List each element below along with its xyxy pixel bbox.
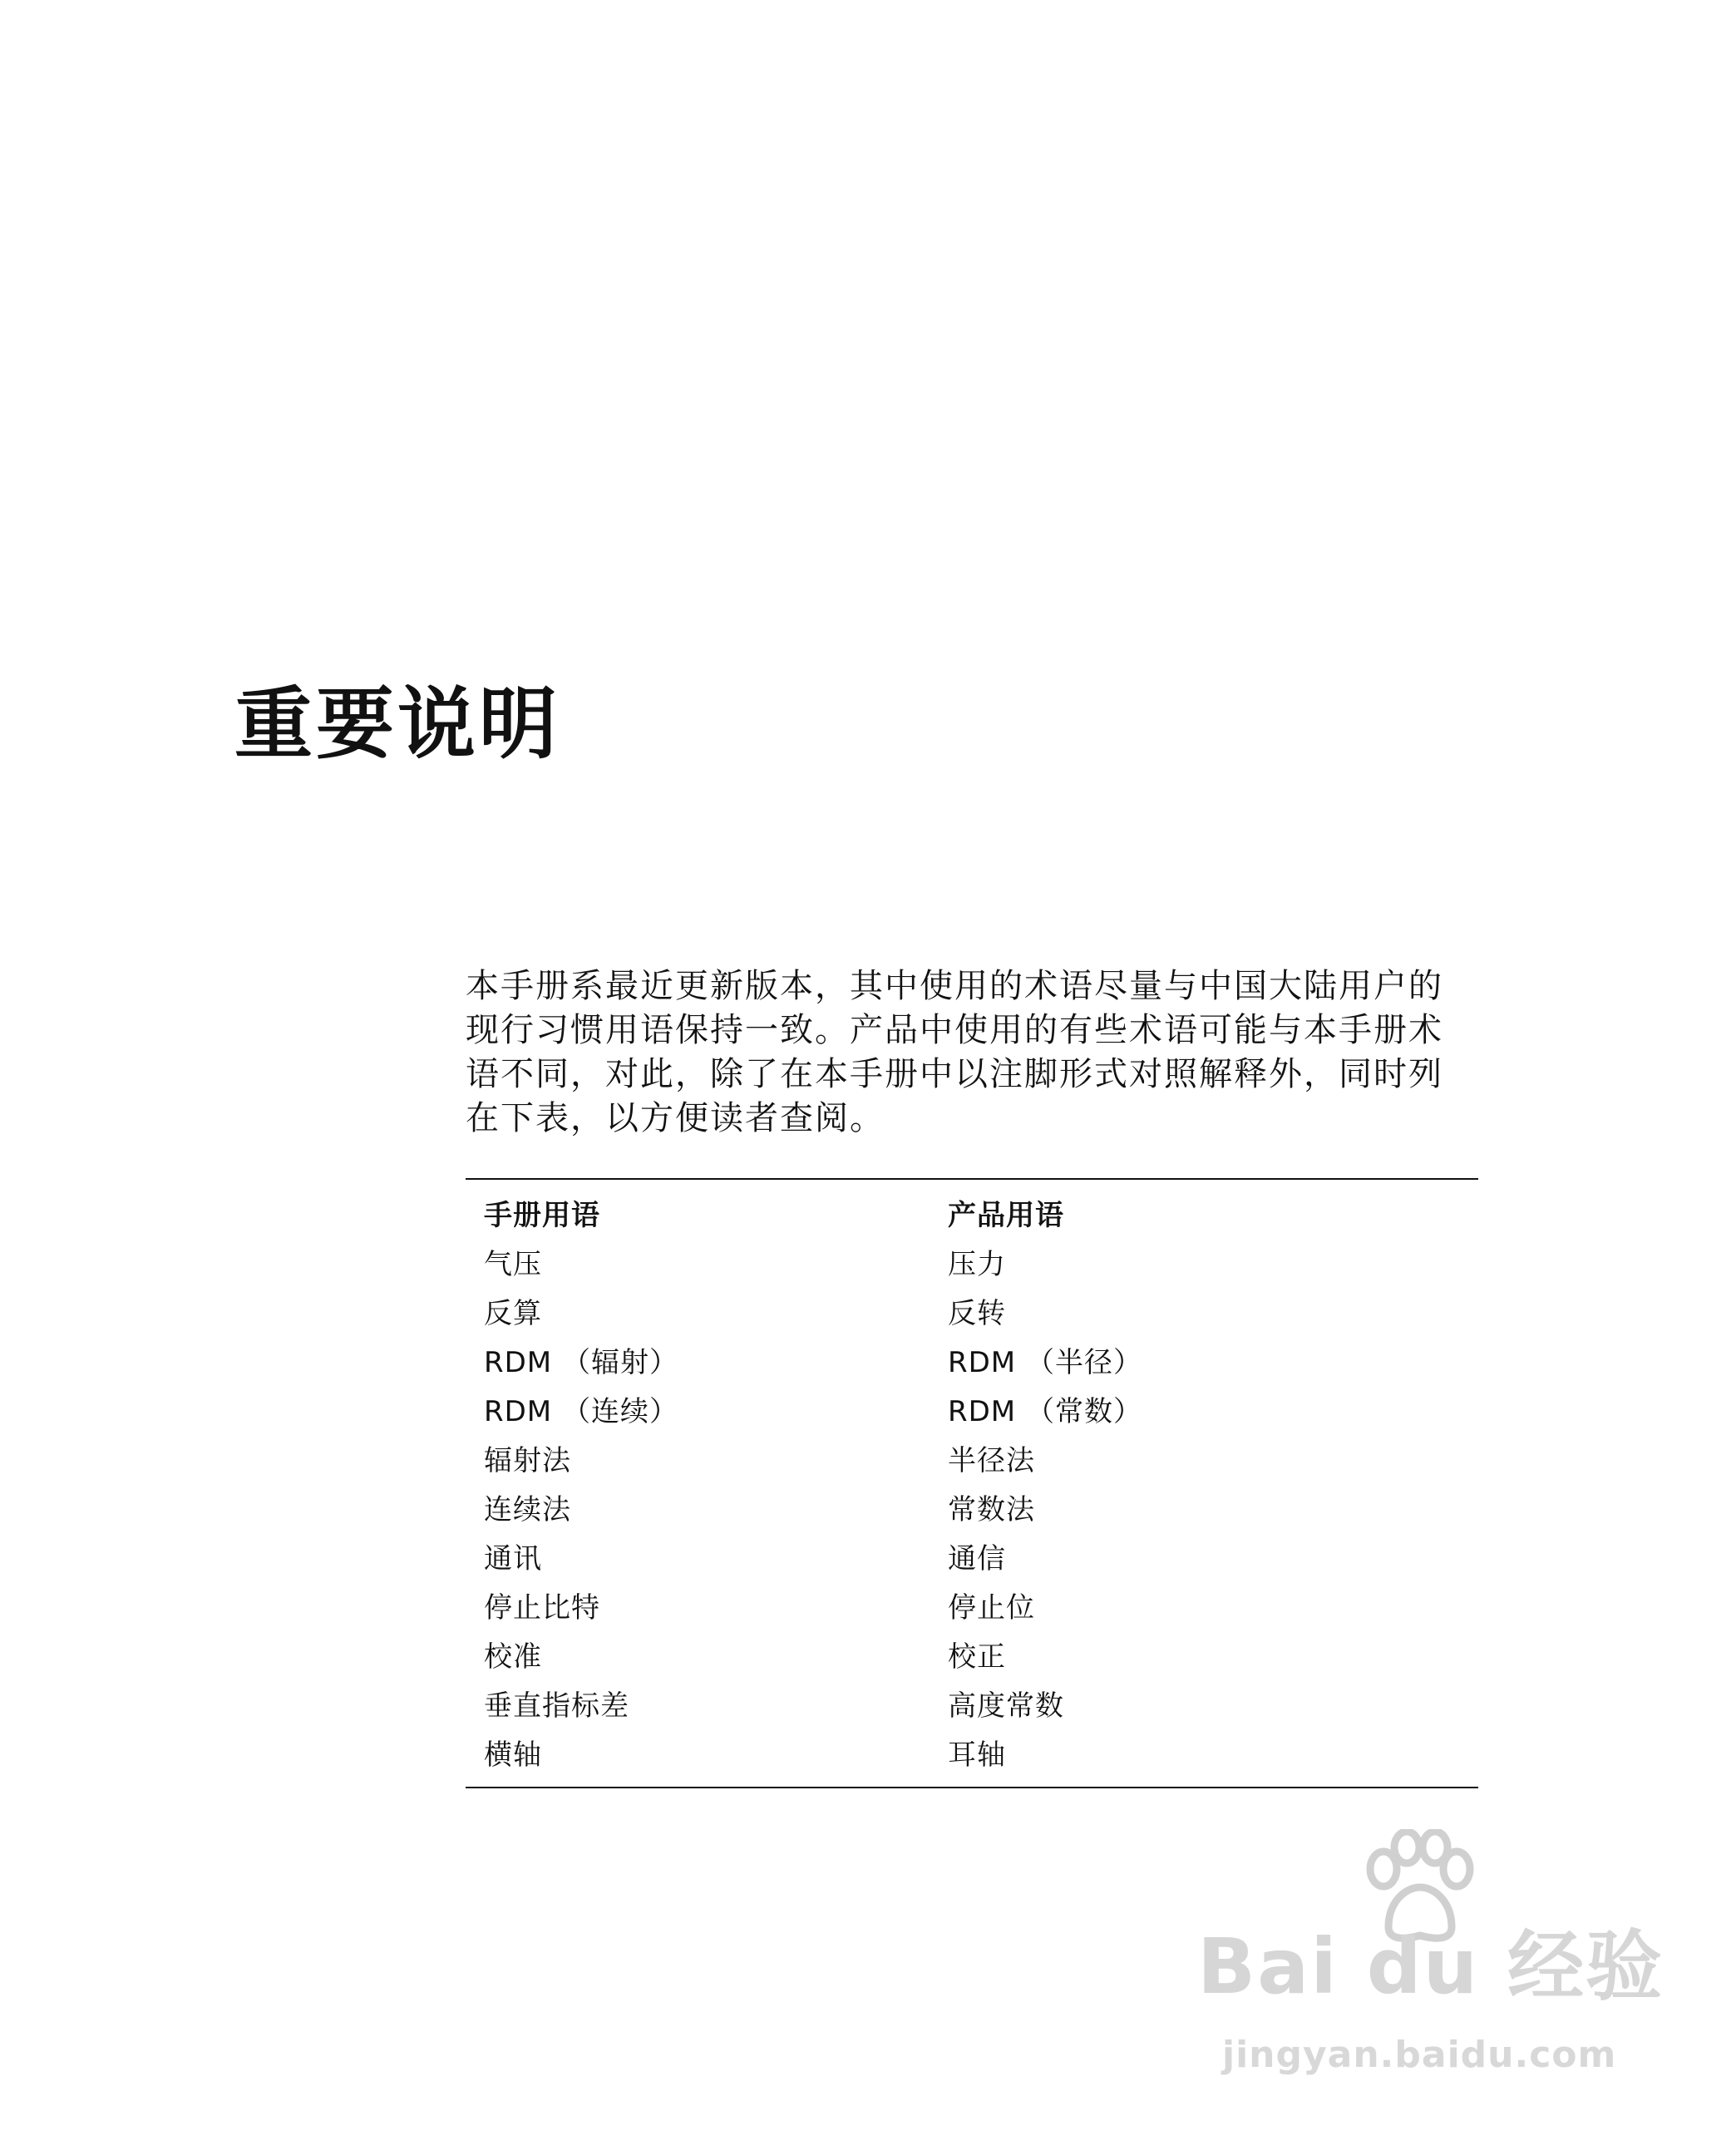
product-term-cell: 通信 — [948, 1542, 1006, 1576]
table-row — [466, 1335, 1478, 1384]
table-row — [466, 1286, 1478, 1335]
terms-table — [466, 1178, 1478, 1788]
product-term-cell: 停止位 — [948, 1591, 1035, 1625]
table-row — [466, 1384, 1478, 1433]
table-row — [466, 1679, 1478, 1728]
watermark — [1197, 1829, 1664, 2112]
intro-line: 语不同，对此，除了在本手册中以注脚形式对照解释外，同时列 — [466, 1055, 1443, 1093]
table-row — [466, 1482, 1478, 1531]
header-product-term: 产品用语 — [948, 1199, 1064, 1232]
manual-term-cell: RDM （连续） — [484, 1395, 678, 1428]
table-header-row — [466, 1188, 1478, 1237]
table-row — [466, 1531, 1478, 1580]
intro-line: 本手册系最近更新版本，其中使用的术语尽量与中国大陆用户的 — [466, 967, 1443, 1005]
manual-term-cell: 横轴 — [484, 1738, 542, 1772]
manual-term-cell: 辐射法 — [484, 1444, 571, 1477]
table-row — [466, 1630, 1478, 1679]
product-term-cell: 校正 — [948, 1640, 1006, 1674]
table-row — [466, 1580, 1478, 1630]
watermark-brand: Bai du 经验 — [1197, 1922, 1664, 2011]
manual-term-cell: 反算 — [484, 1297, 542, 1330]
table-row — [466, 1433, 1478, 1482]
table-row — [466, 1237, 1478, 1286]
manual-term-cell: 停止比特 — [484, 1591, 600, 1625]
product-term-cell: RDM （半径） — [948, 1346, 1142, 1379]
table-row — [466, 1728, 1478, 1777]
manual-term-cell: RDM （辐射） — [484, 1346, 678, 1379]
page-title: 重要说明 — [234, 679, 561, 770]
product-term-cell: 压力 — [948, 1248, 1006, 1281]
product-term-cell: 半径法 — [948, 1444, 1035, 1477]
product-term-cell: RDM （常数） — [948, 1395, 1142, 1428]
manual-term-cell: 校准 — [484, 1640, 542, 1674]
product-term-cell: 高度常数 — [948, 1689, 1064, 1723]
product-term-cell: 常数法 — [948, 1493, 1035, 1526]
intro-paragraph — [466, 964, 1488, 1141]
watermark-url: jingyan.baidu.com — [1222, 2034, 1617, 2076]
product-term-cell: 反转 — [948, 1297, 1006, 1330]
manual-term-cell: 气压 — [484, 1248, 542, 1281]
intro-line: 在下表，以方便读者查阅。 — [466, 1099, 885, 1137]
manual-term-cell: 垂直指标差 — [484, 1689, 629, 1723]
manual-term-cell: 连续法 — [484, 1493, 571, 1526]
header-manual-term: 手册用语 — [484, 1199, 600, 1232]
intro-line: 现行习惯用语保持一致。产品中使用的有些术语可能与本手册术 — [466, 1011, 1443, 1049]
product-term-cell: 耳轴 — [948, 1738, 1006, 1772]
manual-term-cell: 通讯 — [484, 1542, 542, 1576]
